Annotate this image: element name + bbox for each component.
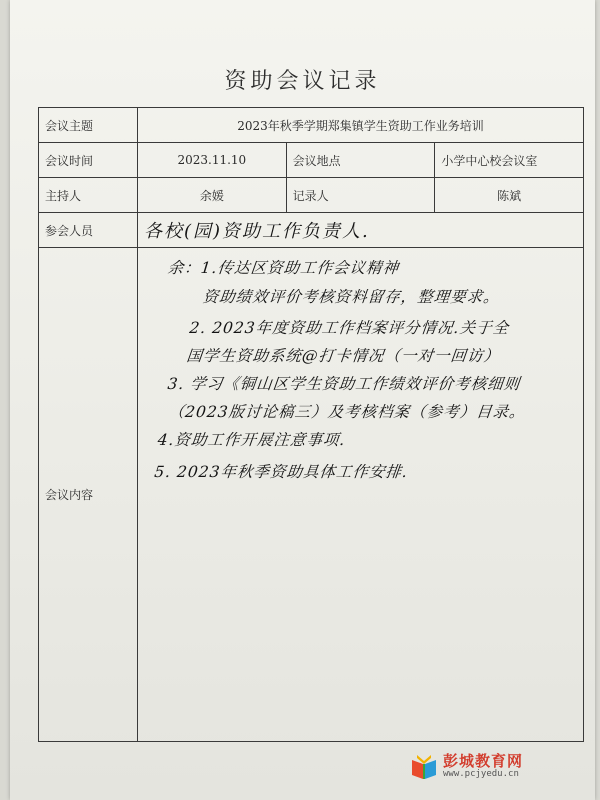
- content-line-2: 资助绩效评价考核资料留存，整理要求。: [201, 288, 501, 306]
- host-value: 余媛: [138, 178, 287, 213]
- place-value: 小学中心校会议室: [435, 143, 584, 178]
- time-place-row: [39, 143, 584, 178]
- content-line-3: 2. 2023年度资助工作档案评分情况.关于全: [188, 319, 511, 337]
- time-label: 会议时间: [39, 143, 138, 178]
- watermark-logo: [409, 750, 559, 784]
- content-label: 会议内容: [39, 248, 138, 742]
- attendees-value: [138, 213, 584, 248]
- content-line-6: （2023版讨论稿三）及考核档案（参考）目录。: [167, 403, 527, 421]
- attendees-label: 参会人员: [39, 213, 138, 248]
- content-value: [138, 248, 584, 742]
- recorder-label: 记录人: [286, 178, 435, 213]
- topic-value: 2023年秋季学期郑集镇学生资助工作业务培训: [138, 108, 584, 143]
- time-value: 2023.11.10: [138, 143, 287, 178]
- topic-row: [39, 108, 584, 143]
- host-recorder-row: [39, 178, 584, 213]
- attendees-row: [39, 213, 584, 248]
- content-line-8: 5. 2023年秋季资助具体工作安排.: [153, 463, 409, 481]
- content-row: [39, 248, 584, 742]
- content-line-4: 国学生资助系统@打卡情况（一对一回访）: [185, 347, 502, 365]
- page-title: 资助会议记录: [224, 69, 381, 94]
- watermark-url: www.pcjyedu.cn: [443, 769, 519, 779]
- place-label: 会议地点: [286, 143, 435, 178]
- watermark-name: 彭城教育网: [443, 752, 524, 770]
- book-logo-icon: [409, 752, 439, 782]
- topic-label: 会议主题: [39, 108, 138, 143]
- meeting-record-form: [38, 107, 584, 742]
- content-line-5: 3. 学习《铜山区学生资助工作绩效评价考核细则: [166, 375, 522, 393]
- paper-sheet: [10, 0, 595, 800]
- recorder-value: 陈斌: [435, 178, 584, 213]
- content-line-7: 4.资助工作开展注意事项.: [156, 431, 347, 449]
- host-label: 主持人: [39, 178, 138, 213]
- content-line-1: 余：1.传达区资助工作会议精神: [166, 259, 401, 277]
- attendees-handwriting: 各校(园)资助工作负责人.: [144, 221, 370, 242]
- content-handwriting: [112, 248, 600, 741]
